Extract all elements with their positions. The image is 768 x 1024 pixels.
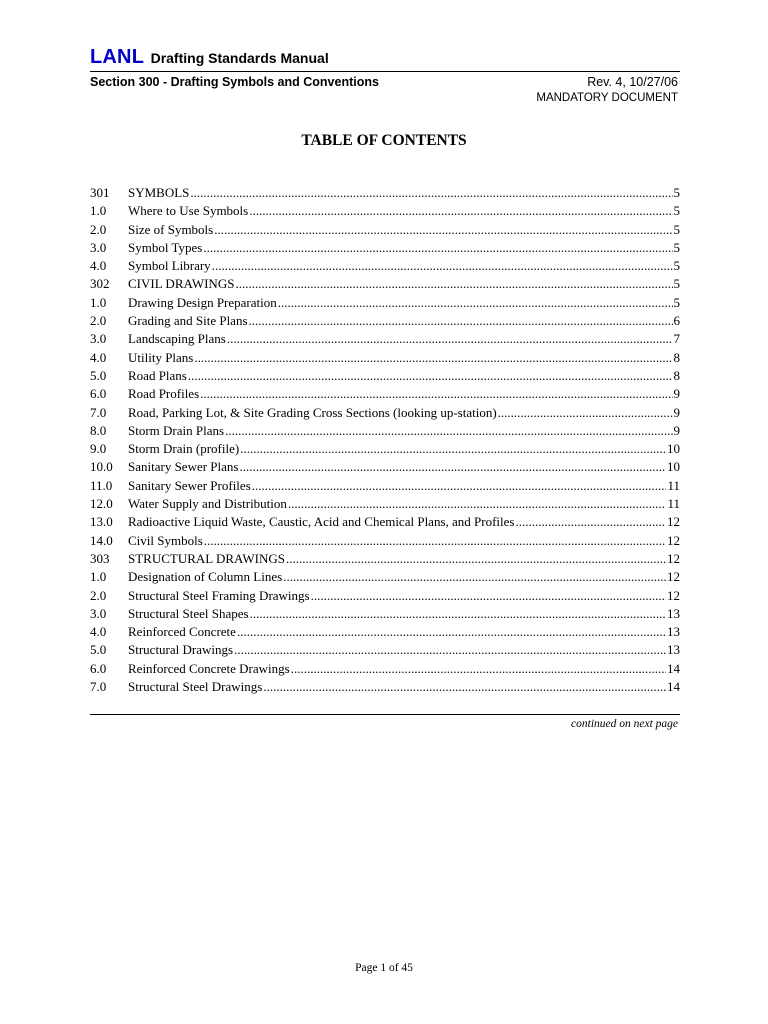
page-number: Page 1 of 45 [355,962,413,974]
toc-entry-page: 12 [667,550,680,566]
toc-entry-number: 8.0 [90,422,107,438]
toc-entry-page: 5 [673,276,680,292]
toc-entry-page: 11 [667,496,680,512]
toc-entry-number: 7.0 [90,404,107,420]
toc-entry-number: 302 [90,276,110,292]
toc-entry-page: 12 [667,532,680,548]
toc-entry-page: 5 [673,239,680,255]
toc-entry-title: Civil Symbols [128,532,203,548]
toc-entry-page: 5 [673,258,680,274]
toc-entry-number: 6.0 [90,386,107,402]
toc-entry-title: Landscaping Plans [128,331,226,347]
footer-divider [90,714,680,715]
toc-dot-leader [286,550,666,568]
toc-entry[interactable] [90,678,680,696]
toc-entry-number: 1.0 [90,294,107,310]
toc-entry[interactable] [90,513,680,531]
toc-dot-leader [239,458,666,476]
toc-entry-number: 4.0 [90,349,107,365]
toc-entry[interactable] [90,184,680,202]
toc-entry[interactable] [90,257,680,275]
toc-dot-leader [237,623,666,641]
toc-dot-leader [203,239,672,257]
toc-entry[interactable] [90,623,680,641]
toc-entry-number: 12.0 [90,496,113,512]
toc-dot-leader [235,275,672,293]
toc-entry-page: 13 [667,642,680,658]
toc-entry-number: 303 [90,550,110,566]
toc-entry-number: 6.0 [90,660,107,676]
toc-entry-title: Storm Drain (profile) [128,441,240,457]
toc-heading: TABLE OF CONTENTS [301,132,467,149]
toc-entry-number: 5.0 [90,642,107,658]
toc-entry-number: 11.0 [90,477,113,493]
toc-entry[interactable] [90,221,680,239]
toc-dot-leader [288,495,667,513]
toc-entry-page: 10 [667,459,680,475]
toc-entry[interactable] [90,202,680,220]
toc-entry-title: Designation of Column Lines [128,569,283,585]
toc-dot-leader [249,312,673,330]
toc-list [90,184,680,696]
toc-dot-leader [190,184,672,202]
toc-dot-leader [515,513,666,531]
toc-entry[interactable] [90,239,680,257]
toc-dot-leader [498,404,673,422]
toc-entry[interactable] [90,440,680,458]
toc-entry[interactable] [90,458,680,476]
toc-entry-title: Reinforced Concrete [128,624,236,640]
toc-entry-page: 5 [673,221,680,237]
toc-entry-title: Where to Use Symbols [128,203,249,219]
toc-entry-page: 14 [667,679,680,695]
toc-entry-page: 8 [673,367,680,383]
header-divider [90,71,680,72]
toc-entry-page: 10 [667,441,680,457]
toc-entry-title: Utility Plans [128,349,194,365]
toc-entry[interactable] [90,568,680,586]
toc-entry-page: 13 [667,624,680,640]
toc-entry[interactable] [90,367,680,385]
toc-entry-number: 9.0 [90,441,107,457]
toc-dot-leader [283,568,666,586]
toc-dot-leader [234,641,666,659]
toc-entry-title: Sanitary Sewer Profiles [128,477,251,493]
toc-dot-leader [214,221,672,239]
toc-entry-number: 7.0 [90,679,107,695]
toc-entry[interactable] [90,550,680,568]
toc-entry-page: 12 [667,569,680,585]
toc-entry[interactable] [90,349,680,367]
brand-logo-text: LANL [90,46,145,68]
manual-header [90,46,680,72]
toc-entry-number: 14.0 [90,532,113,548]
toc-entry-title: Storm Drain Plans [128,422,225,438]
toc-entry[interactable] [90,312,680,330]
toc-dot-leader [278,294,673,312]
toc-dot-leader [188,367,673,385]
toc-entry-page: 9 [673,422,680,438]
toc-entry[interactable] [90,294,680,312]
toc-entry-number: 2.0 [90,587,107,603]
toc-entry-title: Water Supply and Distribution [128,496,287,512]
toc-entry-title: Structural Steel Drawings [128,679,263,695]
toc-entry-number: 2.0 [90,221,107,237]
toc-entry-number: 3.0 [90,331,107,347]
toc-dot-leader [227,330,673,348]
toc-entry-title: Road Plans [128,367,187,383]
toc-entry-title: Structural Drawings [128,642,234,658]
revision-label: Rev. 4, 10/27/06 [587,75,678,89]
toc-entry-number: 4.0 [90,624,107,640]
toc-entry-number: 301 [90,185,110,200]
toc-entry[interactable] [90,532,680,550]
toc-entry-title: Structural Steel Framing Drawings [128,587,310,603]
toc-entry[interactable] [90,275,680,293]
toc-entry[interactable] [90,641,680,659]
toc-dot-leader [291,660,666,678]
toc-entry-number: 1.0 [90,569,107,585]
toc-entry-page: 9 [673,386,680,402]
toc-entry-title: Sanitary Sewer Plans [128,459,239,475]
toc-dot-leader [252,477,667,495]
toc-dot-leader [212,257,673,275]
toc-entry-title: Road, Parking Lot, & Site Grading Cross Sections (looking up-station) [128,404,497,420]
toc-entry-page: 11 [667,477,680,493]
toc-entry-page: 13 [667,605,680,621]
toc-entry-number: 3.0 [90,605,107,621]
manual-title: Drafting Standards Manual [150,50,329,66]
toc-entry-title: SYMBOLS [128,185,190,200]
toc-entry-title: Radioactive Liquid Waste, Caustic, Acid and Chemical Plans, and Profiles [128,514,515,530]
toc-entry-title: Road Profiles [128,386,200,402]
toc-entry-title: CIVIL DRAWINGS [128,276,235,292]
toc-entry-page: 12 [667,587,680,603]
document-status: MANDATORY DOCUMENT [536,92,678,104]
toc-entry-title: Grading and Site Plans [128,313,248,329]
toc-entry-number: 3.0 [90,239,107,255]
toc-dot-leader [249,202,672,220]
toc-entry[interactable] [90,660,680,678]
toc-entry-page: 5 [673,203,680,219]
toc-entry-title: Size of Symbols [128,221,214,237]
toc-entry[interactable] [90,330,680,348]
toc-entry-page: 7 [673,331,680,347]
toc-dot-leader [263,678,666,696]
toc-dot-leader [250,605,666,623]
toc-entry-number: 4.0 [90,258,107,274]
toc-entry-page: 8 [673,349,680,365]
toc-dot-leader [240,440,666,458]
toc-dot-leader [194,349,672,367]
toc-entry[interactable] [90,477,680,495]
toc-dot-leader [311,587,666,605]
toc-dot-leader [225,422,672,440]
toc-entry-title: Symbol Types [128,239,203,255]
toc-entry-title: Symbol Library [128,258,211,274]
toc-entry-title: Drawing Design Preparation [128,294,277,310]
toc-entry[interactable] [90,385,680,403]
toc-entry-page: 6 [673,313,680,329]
toc-entry[interactable] [90,587,680,605]
toc-entry[interactable] [90,404,680,422]
toc-entry-page: 14 [667,660,680,676]
toc-entry-title: STRUCTURAL DRAWINGS [128,550,286,566]
toc-entry[interactable] [90,495,680,513]
section-title: Section 300 - Drafting Symbols and Conventions [90,75,379,89]
toc-entry-page: 12 [667,514,680,530]
continued-note: continued on next page [571,718,678,730]
toc-dot-leader [200,385,672,403]
toc-entry-number: 13.0 [90,514,113,530]
toc-entry-title: Structural Steel Shapes [128,605,249,621]
toc-entry-number: 1.0 [90,203,107,219]
toc-entry-page: 5 [673,185,680,200]
toc-entry-page: 5 [673,294,680,310]
toc-entry-title: Reinforced Concrete Drawings [128,660,290,676]
toc-entry[interactable] [90,422,680,440]
toc-entry-number: 2.0 [90,313,107,329]
toc-entry-page: 9 [673,404,680,420]
toc-entry[interactable] [90,605,680,623]
toc-entry-number: 5.0 [90,367,107,383]
toc-entry-number: 10.0 [90,459,113,475]
toc-dot-leader [204,532,666,550]
